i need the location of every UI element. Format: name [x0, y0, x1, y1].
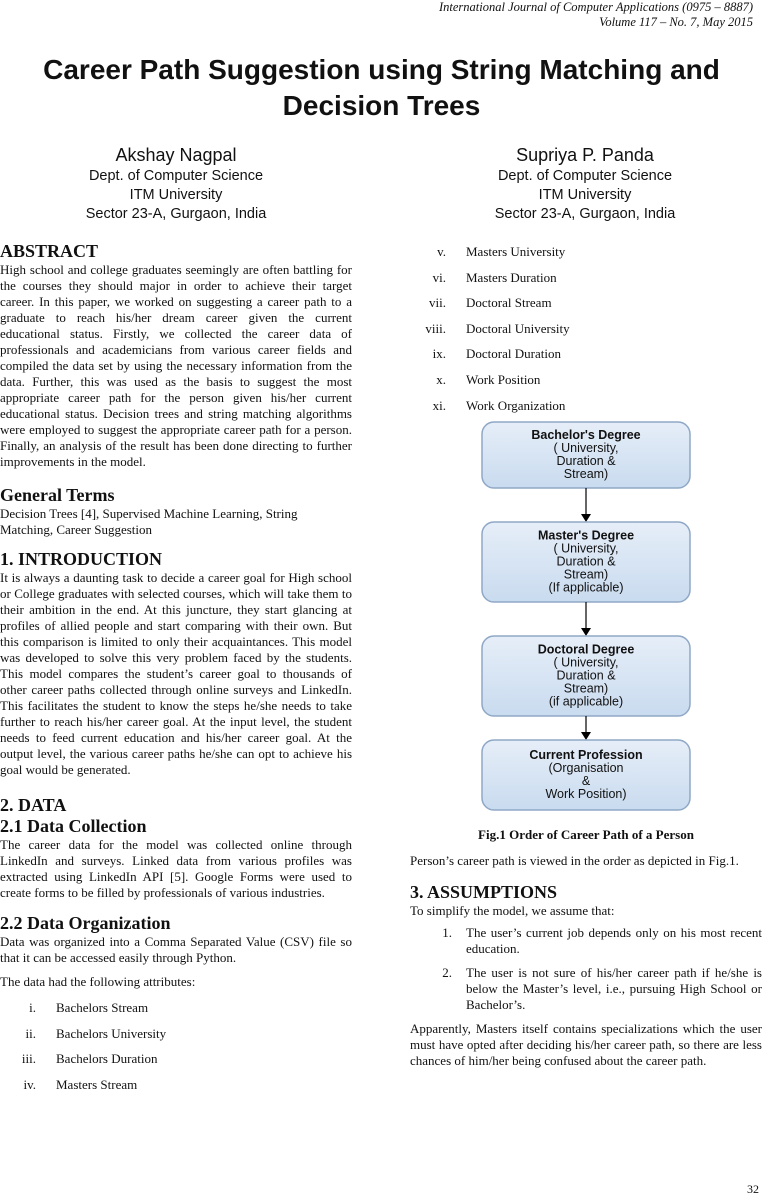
author-dept: Dept. of Computer Science: [497, 168, 673, 184]
bachelors-degree-box-text: Stream): [563, 466, 609, 481]
masters-degree-box-text: Stream): [563, 567, 609, 582]
list-item: [0, 1000, 352, 1026]
paper-title-line-1: Career Path Suggestion using String Matching and: [43, 54, 720, 85]
assumptions-closing-text: Apparently, Masters itself contains specializations which the user must have opted after deciding his/her career path, so there are less chances of him/her being confused about the career path.: [410, 1020, 762, 1068]
list-item-text: Work Position: [466, 371, 541, 387]
list-item-number: x.: [436, 371, 446, 387]
list-item-text: Work Organization: [466, 397, 566, 413]
author-address: Sector 23-A, Gurgaon, India: [494, 206, 676, 222]
list-item-text: The user is not sure of his/her career path if he/she is below the Master’s level, i.e., pursuing High School or Bachelor’s.: [466, 964, 762, 1012]
list-item: [410, 346, 762, 372]
list-item-number: 1.: [442, 924, 452, 940]
bachelors-degree-box-text: Bachelor's Degree: [531, 427, 641, 442]
abstract-heading: ABSTRACT: [0, 241, 99, 261]
author-university: ITM University: [129, 187, 223, 203]
list-item: [410, 372, 762, 398]
general-terms-heading: General Terms: [0, 485, 115, 505]
masters-degree-box-text: (If applicable): [548, 580, 624, 595]
list-item-number: vii.: [429, 295, 446, 311]
list-item-text: Bachelors Duration: [56, 1051, 158, 1067]
data-organization-text: Data was organized into a Comma Separated Value (CSV) file so that it can be accessed easily through Python.: [0, 934, 352, 965]
attribute-list-left: [0, 1000, 352, 1102]
data-organization-heading: 2.2 Data Organization: [0, 913, 171, 933]
paper-title: [0, 52, 763, 124]
current-profession-box-text: &: [581, 773, 591, 788]
figure-reference-text: Person’s career path is viewed in the order as depicted in Fig.1.: [410, 852, 739, 868]
flow-arrow-head: [581, 628, 591, 636]
data-heading: 2. DATA: [0, 795, 67, 815]
list-item: [410, 398, 762, 420]
author-name: Supriya P. Panda: [516, 145, 654, 165]
list-item: [0, 1077, 352, 1103]
list-item: [410, 925, 762, 957]
list-item-text: Masters Duration: [466, 269, 557, 285]
general-terms-line: Decision Trees [4], Supervised Machine Learning, String: [0, 506, 298, 521]
list-item: [0, 1051, 352, 1077]
list-item-number: ii.: [25, 1025, 36, 1041]
left-column: [0, 240, 352, 1102]
masters-degree-box-text: ( University,: [553, 541, 619, 556]
list-item-number: xi.: [432, 397, 446, 413]
flow-arrow-head: [581, 514, 591, 522]
paper-title-line-2: Decision Trees: [282, 90, 481, 121]
doctoral-degree-box-text: Duration &: [556, 668, 616, 683]
assumptions-intro: To simplify the model, we assume that:: [410, 902, 615, 918]
list-item-text: Bachelors University: [56, 1025, 167, 1041]
general-terms-text: [0, 506, 352, 538]
current-profession-box-text: (Organisation: [548, 760, 624, 775]
introduction-text: It is always a daunting task to decide a career goal for High school or College graduates with selected courses, which will take them to their ambition in the end. At this juncture, they start glancing at profiles of allied people and start comparing with their own. But this comparison is limited to only their acquaintances. This model was developed to solve this very problem faced by the students. This model compares the student’s career goal to thousands of other career paths collected through online surveys and LinkedIn. This facilitates the student to know the steps he/she needs to take further to reach his/her career goal. At the input level, the student needs to feed current education and his/her career goal. At the output level, the various career paths he/she can opt to achieve his goal would be generated.: [0, 570, 352, 777]
list-item-text: Bachelors Stream: [56, 1000, 149, 1015]
page-number: 32: [747, 1182, 759, 1196]
introduction-heading: 1. INTRODUCTION: [0, 549, 163, 569]
list-item: [0, 1026, 352, 1052]
career-path-flowchart: [476, 420, 696, 815]
right-column: [410, 240, 762, 1069]
bachelors-degree-box-text: ( University,: [553, 440, 619, 455]
list-item-number: v.: [437, 244, 446, 259]
list-item-number: 2.: [442, 964, 452, 980]
list-item-number: i.: [29, 1000, 36, 1015]
list-item: [410, 295, 762, 321]
list-item: [410, 965, 762, 1013]
list-item-number: viii.: [425, 320, 446, 336]
list-item: [410, 244, 762, 270]
doctoral-degree-box-text: ( University,: [553, 655, 619, 670]
list-item-number: iv.: [23, 1076, 36, 1092]
attributes-intro: The data had the following attributes:: [0, 974, 196, 989]
list-item-text: Doctoral Duration: [466, 346, 561, 362]
list-item-text: The user’s current job depends only on his most recent education.: [466, 924, 762, 956]
author-dept: Dept. of Computer Science: [88, 168, 264, 184]
data-collection-text: The career data for the model was collected online through LinkedIn and surveys. Linked data from various profiles was extracted using LinkedIn API [5]. Google Forms were used to create forms to be filled by professionals of various industries.: [0, 837, 352, 900]
current-profession-box-text: Current Profession: [529, 747, 643, 762]
general-terms-line: Matching, Career Suggestion: [0, 522, 152, 537]
author-name: Akshay Nagpal: [115, 145, 237, 165]
list-item: [410, 270, 762, 296]
list-item-text: Doctoral Stream: [466, 295, 552, 311]
author-block-1: [6, 143, 346, 224]
doctoral-degree-box-text: Stream): [563, 681, 609, 696]
bachelors-degree-box-text: Duration &: [556, 453, 616, 468]
flow-arrow-head: [581, 732, 591, 740]
figure-caption: Fig.1 Order of Career Path of a Person: [478, 826, 694, 842]
list-item-number: vi.: [432, 269, 446, 285]
journal-volume: Volume 117 – No. 7, May 2015: [599, 15, 753, 29]
author-block-2: [415, 143, 755, 224]
list-item-number: ix.: [432, 346, 446, 362]
journal-name: International Journal of Computer Applications (0975 – 8887): [439, 0, 753, 14]
assumptions-list: [410, 925, 762, 1013]
doctoral-degree-box-text: Doctoral Degree: [537, 642, 635, 657]
list-item-text: Doctoral University: [466, 320, 570, 336]
doctoral-degree-box-text: (if applicable): [548, 694, 624, 709]
masters-degree-box-text: Duration &: [556, 554, 616, 569]
list-item-text: Masters University: [466, 244, 566, 259]
list-item-text: Masters Stream: [56, 1076, 138, 1092]
masters-degree-box-text: Master's Degree: [537, 528, 635, 543]
abstract-text: High school and college graduates seemingly are often battling for the courses they should major in order to achieve their target career. In this paper, we worked on suggesting a career path to a graduate to reach his/her dream career given the current educational status. Firstly, we collected the career data of professionals and academicians from various career fields and compiled the data set by using the necessary information from the data. Further, this was used as the basis to suggest the most appropriate career path for the person given his/her current educational status. Decision trees and string matching algorithms were employed to suggest the appropriate career path for a person. Finally, an analysis of the result has been done directing to further improvements in the model.: [0, 262, 352, 469]
journal-header: [439, 0, 753, 30]
current-profession-box-text: Work Position): [545, 786, 627, 801]
list-item-number: iii.: [21, 1051, 36, 1067]
list-item: [410, 321, 762, 347]
attribute-list-right: [410, 244, 762, 420]
assumptions-heading: 3. ASSUMPTIONS: [410, 881, 558, 902]
data-collection-heading: 2.1 Data Collection: [0, 816, 147, 836]
author-address: Sector 23-A, Gurgaon, India: [85, 206, 267, 222]
author-university: ITM University: [538, 187, 632, 203]
